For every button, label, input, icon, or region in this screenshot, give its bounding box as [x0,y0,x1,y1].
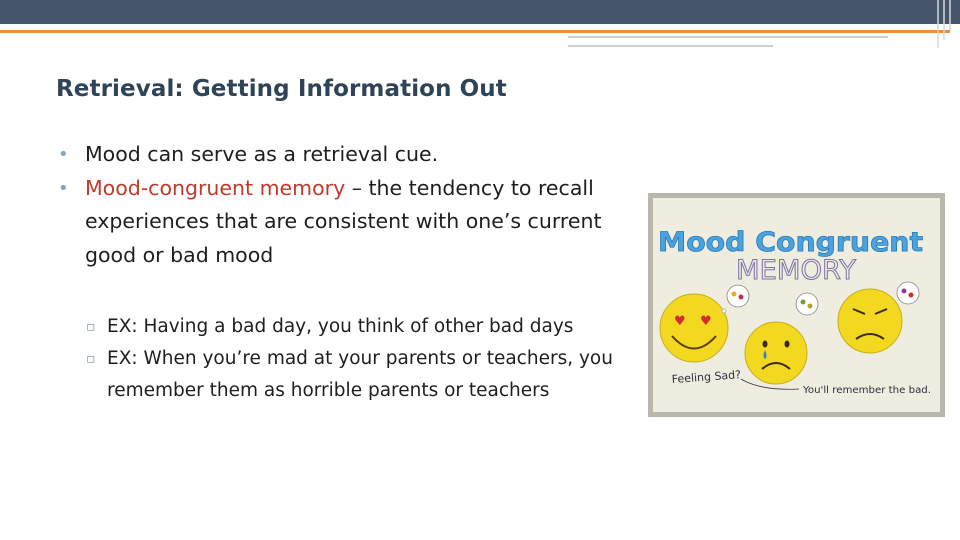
svg-text:♥: ♥ [674,314,686,329]
corner-decoration [930,0,960,48]
header-accent-line-secondary [568,36,888,38]
poster-heading: Mood Congruent [658,227,924,258]
mood-congruent-poster-image [648,193,945,417]
poster-caption-right: You'll remember the bad. [801,385,931,396]
bullet-text: Mood can serve as a retrieval cue. [85,142,439,166]
bullet-dot-icon: • [58,144,69,165]
sub-bullet-text: EX: Having a bad day, you think of other bad days [107,316,574,337]
bullet-item [56,138,646,172]
header-bar [0,0,960,24]
happy-face-icon [660,294,728,362]
sub-bullet-item [84,343,644,407]
bullet-text: – the tendency to recall experiences that are consistent with one’s current good or bad mood [85,175,602,267]
sad-face-icon [745,322,807,384]
bullet-dot-icon: • [58,177,69,199]
slide-title: Retrieval: Getting Information Out [56,76,507,102]
poster-subheading: MEMORY [736,255,857,286]
header-accent-line [0,30,950,33]
header-accent-line-tertiary [568,45,773,47]
thought-bubble-icon [796,293,818,315]
square-bullet-icon: ▫ [86,319,96,335]
term-highlight: Mood-congruent memory [85,175,346,200]
svg-text:♥: ♥ [700,314,712,329]
sub-bullet-list [84,311,644,407]
angry-face-icon [838,289,902,353]
sub-bullet-text: EX: When you’re mad at your parents or teachers, you remember them as horrible parents or teachers [107,348,613,401]
poster-caption-left: Feeling Sad? [671,368,742,386]
thought-bubble-icon [897,282,919,304]
sub-bullet-item [84,311,644,343]
square-bullet-icon: ▫ [86,351,96,367]
bullet-list [56,138,646,272]
bullet-item [56,172,646,273]
